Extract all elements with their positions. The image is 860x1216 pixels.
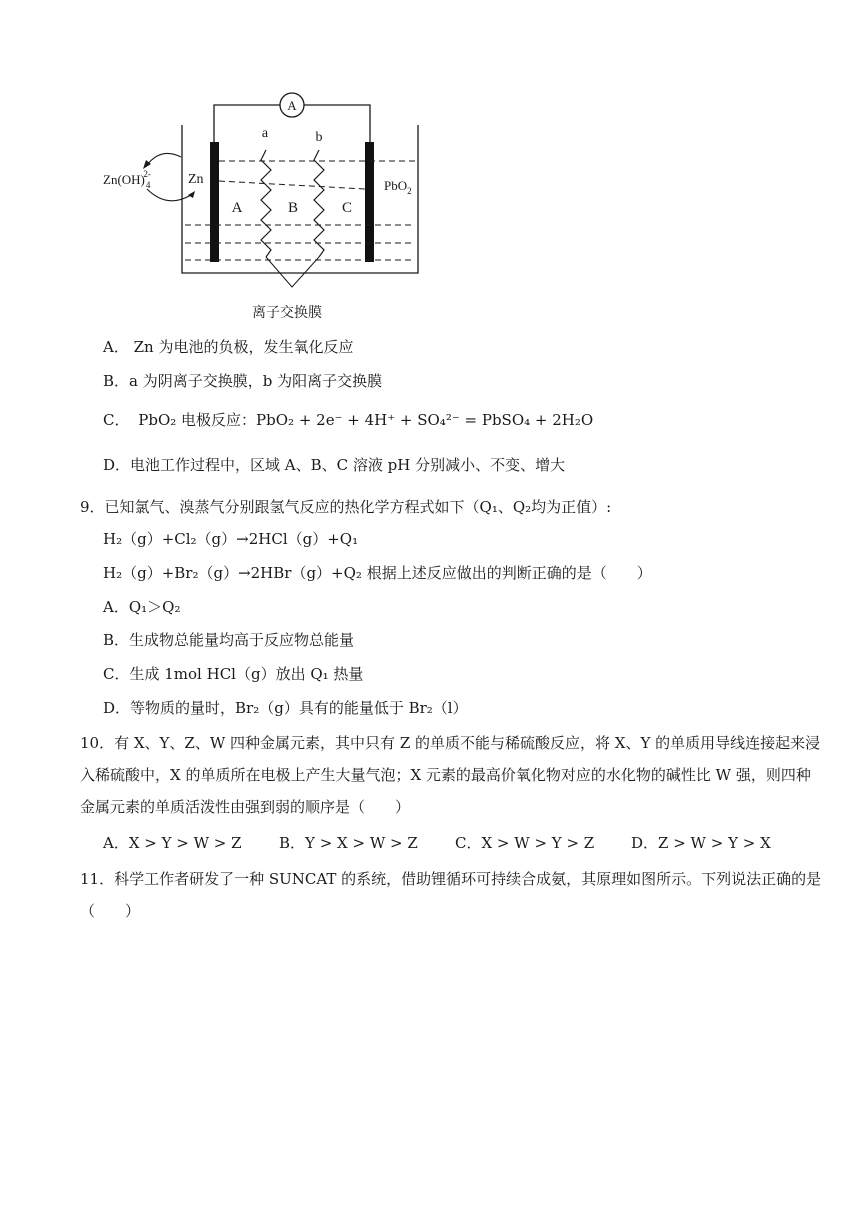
q9-option-d: D．等物质的量时，Br₂（g）具有的能量低于 Br₂（l）: [103, 699, 468, 717]
q10-option-b: B．Y > X > W > Z: [279, 834, 418, 852]
q9-option-b: B．生成物总能量均高于反应物总能量: [103, 631, 355, 649]
membrane-b: [314, 150, 324, 257]
q10-options: [103, 832, 771, 854]
q9-stem: 9．已知氯气、溴蒸气分别跟氢气反应的热化学方程式如下（Q₁、Q₂均为正值）:: [80, 498, 612, 516]
q8-option-d: D．电池工作过程中，区域 A、B、C 溶液 pH 分别减小、不变、增大: [103, 456, 566, 474]
ammeter-label: A: [287, 98, 297, 113]
q10-option-a: A．X > Y > W > Z: [103, 834, 242, 852]
q8-option-a: A． Zn 为电池的负极，发生氧化反应: [103, 338, 354, 356]
q9-option-c: C．生成 1mol HCl（g）放出 Q₁ 热量: [103, 665, 364, 683]
q8-option-c-prefix: C．: [103, 411, 130, 429]
battery-diagram: [95, 85, 435, 325]
q8-option-c: [103, 409, 593, 431]
q10-stem: 10．有 X、Y、Z、W 四种金属元素，其中只有 Z 的单质不能与稀硫酸反应，将 X、Y 的单质用导线连接起来浸入稀硫酸中，X 的单质所在电极上产生大量气泡；X 元素的最高价氧化物对应的水化物的碱性比 W 强，则四种金属元素的单质活泼性由强到弱的顺序是（ ）: [80, 734, 821, 816]
q8-option-c-equation: PbO₂ 电极反应：PbO₂ + 2e⁻ + 4H⁺ + SO₄²⁻ = PbSO₄ + 2H₂O: [138, 411, 594, 429]
membrane-a-label: a: [261, 126, 269, 141]
curved-arrow-icon: [147, 189, 191, 201]
q11-stem: 11．科学工作者研发了一种 SUNCAT 的系统，借助锂循环可持续合成氨，其原理如图所示。下列说法正确的是（ ）: [80, 870, 822, 920]
q9-equation-1: H₂（g）+Cl₂（g）→2HCl（g）+Q₁: [103, 530, 359, 548]
zn-label: Zn: [188, 172, 204, 187]
membrane-a: [261, 150, 271, 257]
zincate-label: $Zn(OH)_42-$: [103, 169, 151, 190]
pbo2-electrode: [365, 142, 374, 262]
zn-electrode: [210, 142, 219, 262]
curved-arrow-icon: [147, 153, 181, 165]
membrane-caption: 离子交换膜: [252, 306, 322, 321]
q10-option-c: C．X > W > Y > Z: [455, 834, 595, 852]
membrane-b-label: b: [315, 130, 323, 145]
region-b-label: B: [287, 200, 299, 216]
q9-option-a: A．Q₁＞Q₂: [103, 598, 181, 616]
pbo2-label: PbO$_2$: [384, 178, 412, 196]
q8-option-b: B．a 为阴离子交换膜，b 为阳离子交换膜: [103, 372, 383, 390]
q9-equation-2: H₂（g）+Br₂（g）→2HBr（g）+Q₂ 根据上述反应做出的判断正确的是（ ）: [103, 564, 652, 582]
q10-option-d: D．Z > W > Y > X: [631, 834, 771, 852]
region-c-label: C: [341, 200, 353, 216]
region-a-label: A: [231, 200, 243, 216]
